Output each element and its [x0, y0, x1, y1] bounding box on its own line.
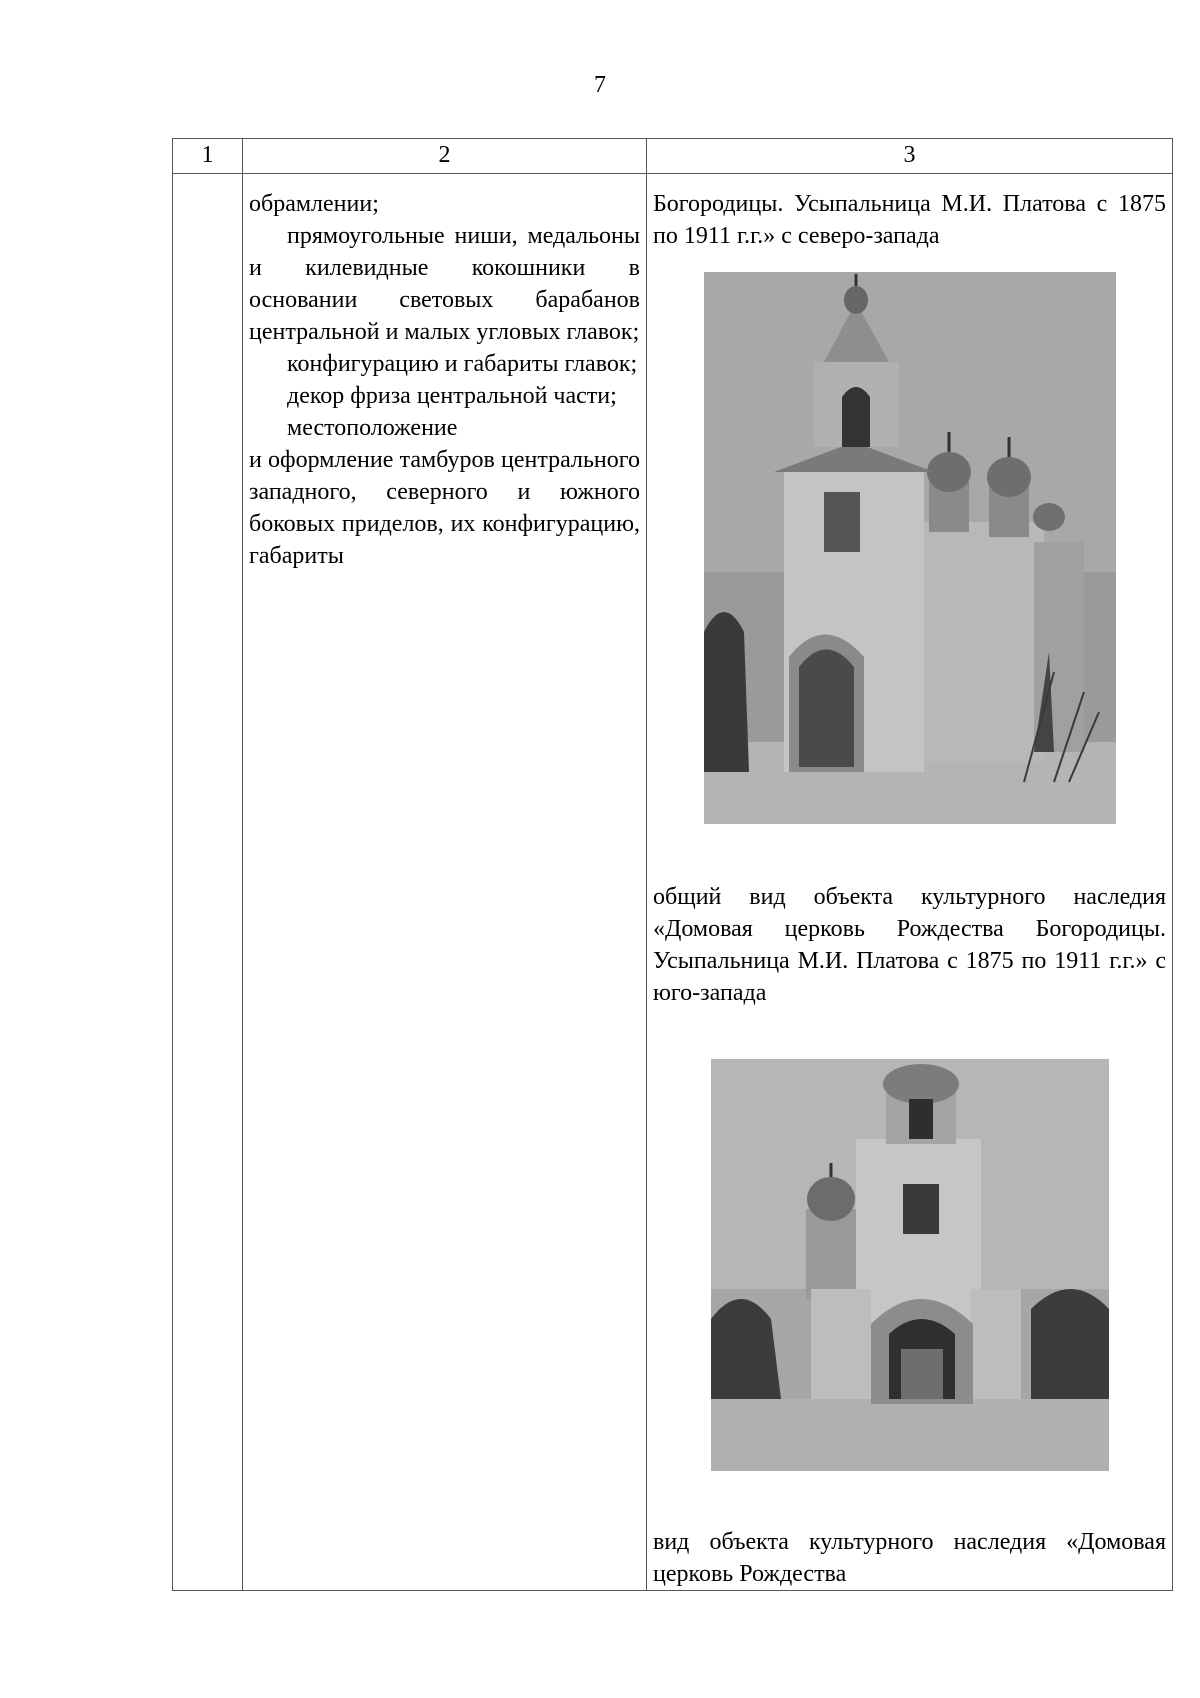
table-header-row — [173, 139, 1173, 174]
church-photo-northwest — [704, 272, 1116, 824]
list-item: прямоугольные ниши, медальоны и килевидные кокошники в основании световых барабанов центральной и малых угловых главок; — [249, 223, 640, 345]
photo-caption-top: Богородицы. Усыпальница М.И. Платова с 1875 по 1911 г.г.» с северо-запада — [653, 191, 1166, 249]
photo-caption-middle: общий вид объекта культурного наследия «Домовая церковь Рождества Богородицы. Усыпальница М.И. Платова с 1875 по 1911 г.г.» с юго-запада — [653, 884, 1166, 1006]
list-item: обрамлении; — [249, 191, 379, 217]
list-item: и оформление тамбуров центрального западного, северного и южного боковых приделов, их конфигурацию, габариты — [249, 447, 640, 569]
list-item: конфигурацию и габариты главок; — [287, 351, 638, 377]
element-list — [243, 174, 646, 572]
list-item: местоположение — [287, 415, 458, 441]
column-3-cell — [647, 174, 1173, 1591]
column-1-cell — [173, 174, 243, 1591]
header-cell-2: 2 — [243, 139, 647, 174]
church-photo-southwest — [711, 1059, 1109, 1471]
header-cell-1: 1 — [173, 139, 243, 174]
list-item: декор фриза центральной части; — [287, 383, 617, 409]
column-2-cell — [243, 174, 647, 1591]
table-body-row — [173, 174, 1173, 1591]
header-cell-3: 3 — [647, 139, 1173, 174]
page-number: 7 — [594, 72, 606, 98]
document-table — [172, 138, 1173, 1591]
photo-caption-bottom: вид объекта культурного наследия «Домовая церковь Рождества — [653, 1529, 1166, 1587]
